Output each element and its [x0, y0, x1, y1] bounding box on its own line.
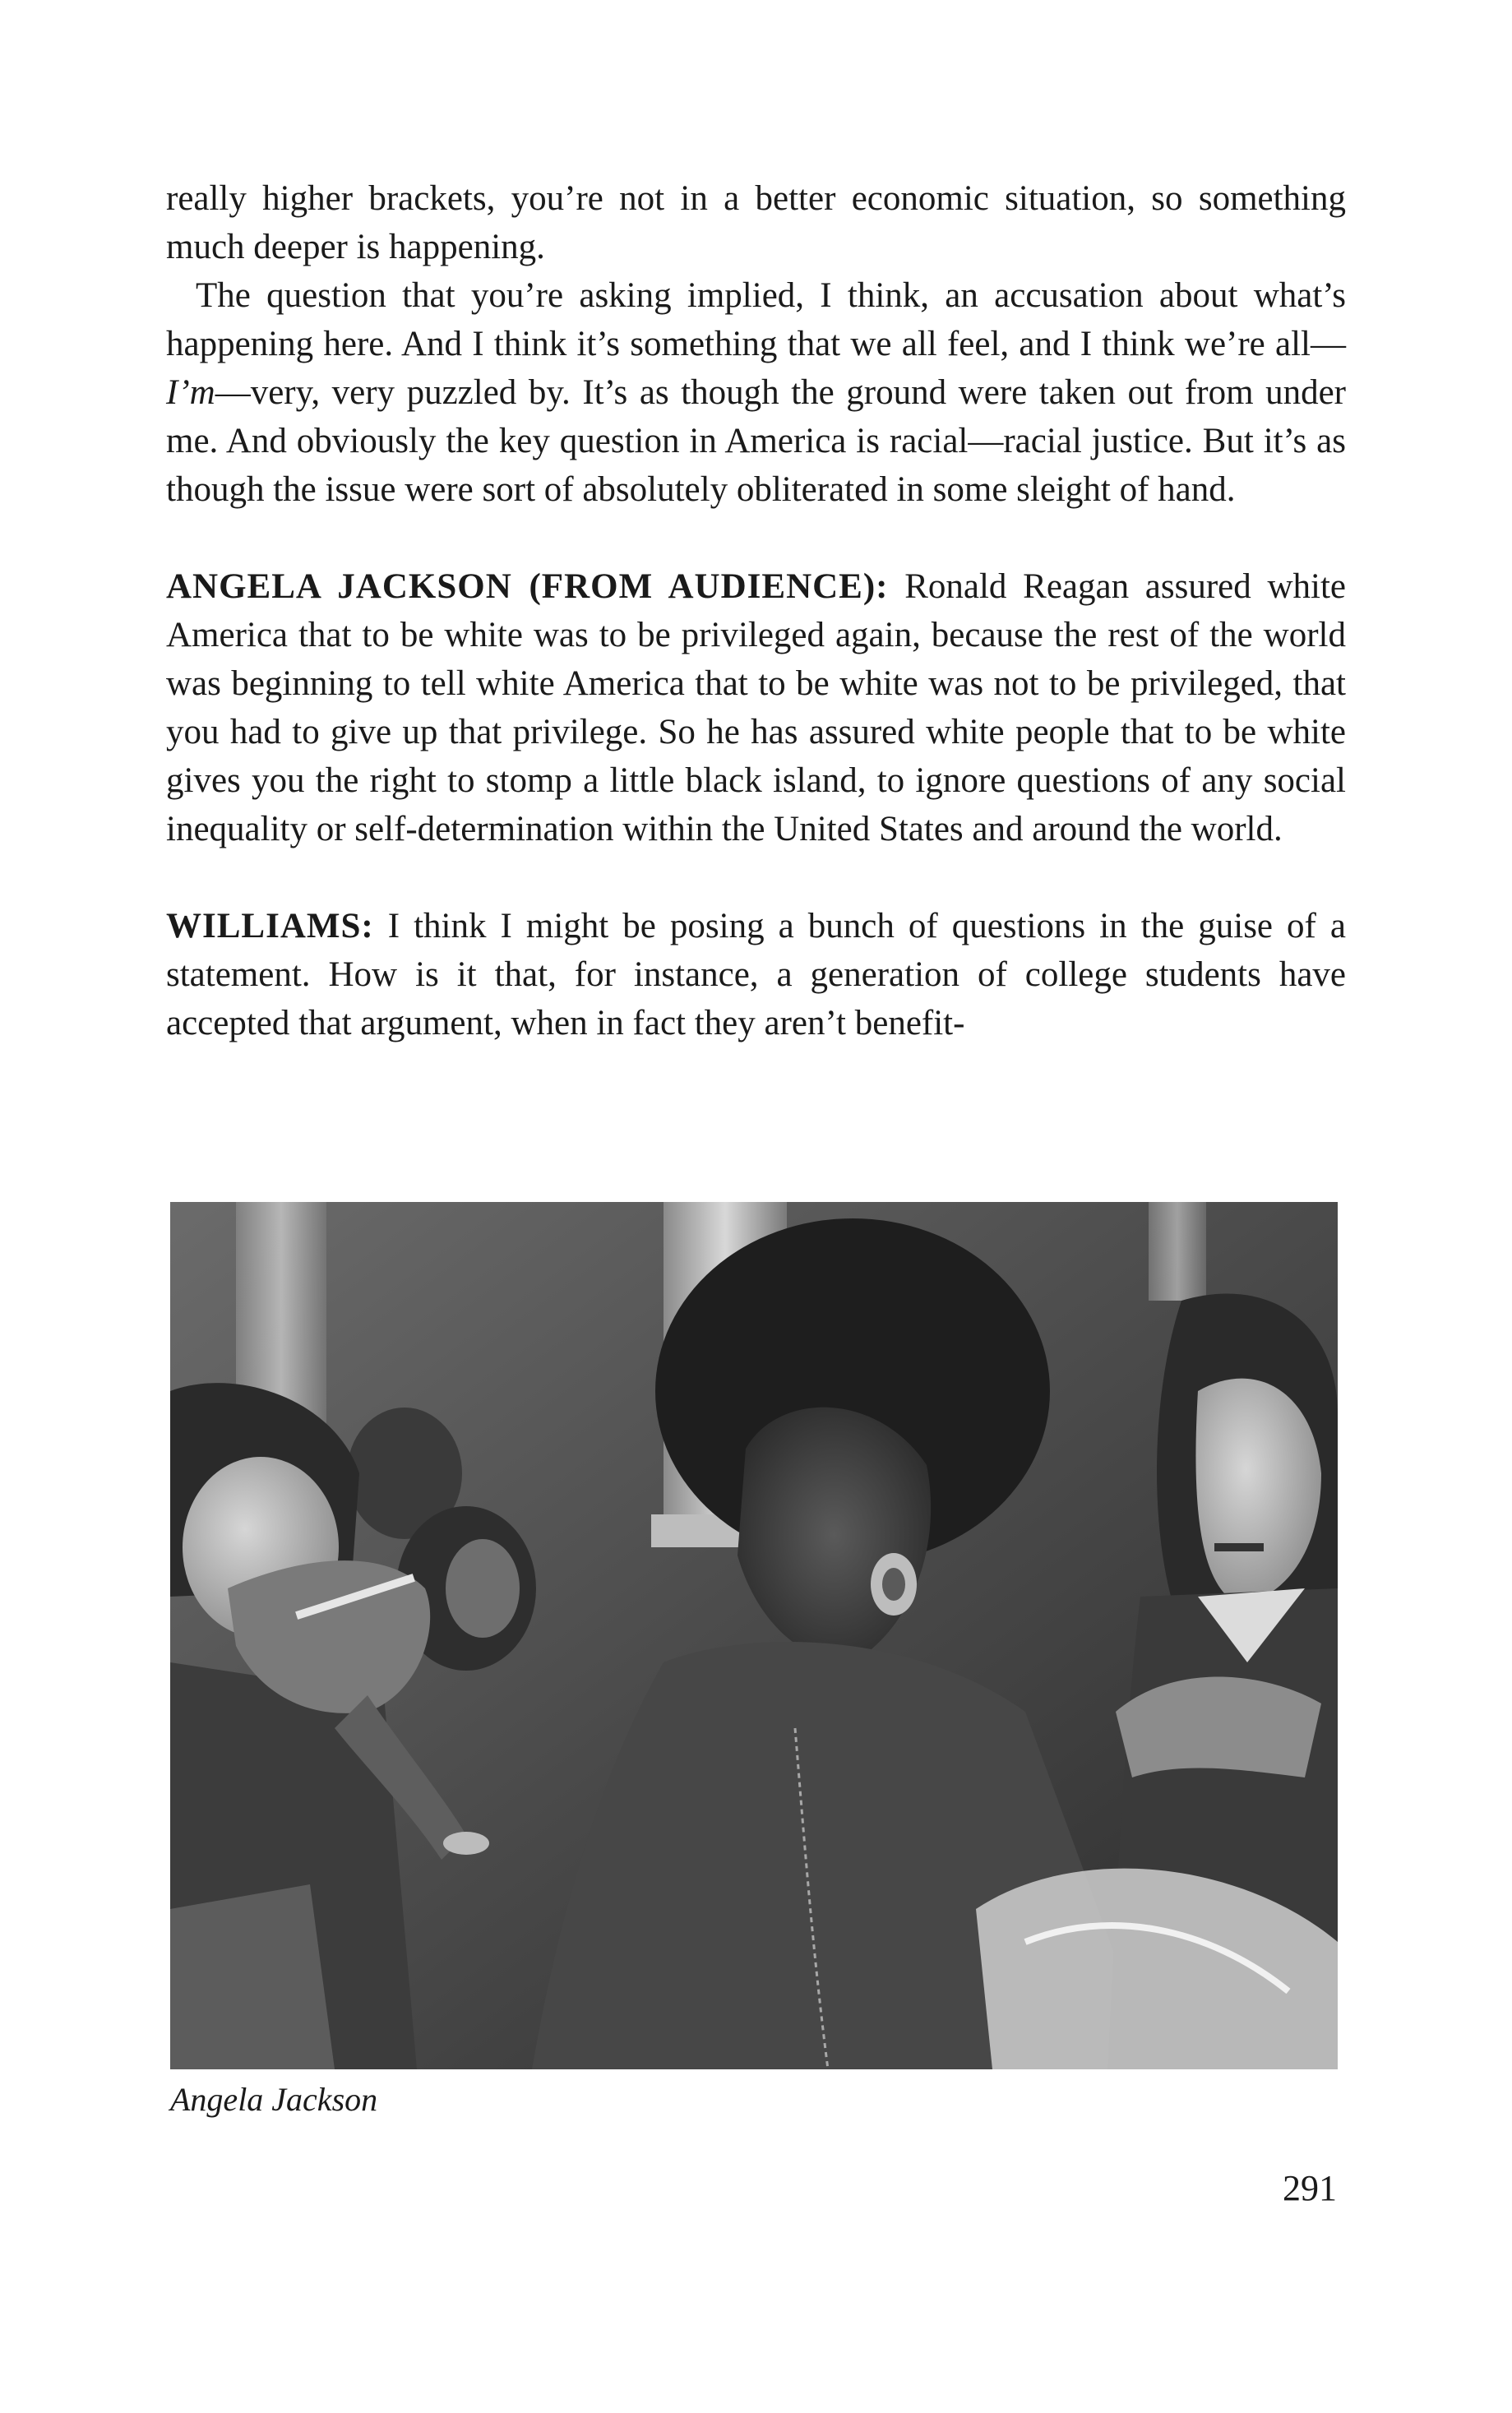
- paragraph-continued: really higher brackets, you’re not in a better economic situation, so something much deeper is happening.: [166, 179, 1346, 266]
- paragraph-question-end: —very, very puzzled by. It’s as though the ground were taken out from under me. And obviously the key question in America is racial—racial justice. But it’s as though the issue were sort of absolutely obliterated in some sleight of hand.: [166, 373, 1346, 509]
- paragraph-question-start: The question that you’re asking implied, I think, an accusation about what’s happening here. And I think it’s something that we all feel, and I think we’re all—: [166, 276, 1346, 363]
- audience-photo-illustration: [170, 1202, 1338, 2069]
- page-number: 291: [1283, 2168, 1337, 2208]
- speech-text: Ronald Reagan assured white America that to be white was to be privileged again, because the rest of the world was beginning to tell white America that to be white was not to be privileged, that you had to give up that privilege. So he has assured white people that to be white gives you the right to stomp a little black island, to ignore questions of any social inequality or self-determination within the United States and around the world.: [166, 567, 1346, 848]
- speech-angela-jackson: [166, 562, 1346, 853]
- photo: [170, 1202, 1338, 2069]
- speech-text: I think I might be posing a bunch of questions in the guise of a statement. How is it that, for instance, a generation of college students have accepted that argument, when in fact they aren’t benefit-: [166, 907, 1347, 1042]
- speaker-name: WILLIAMS:: [166, 907, 374, 945]
- photo-caption: Angela Jackson: [170, 2081, 378, 2118]
- speaker-name: ANGELA JACKSON (FROM AUDIENCE):: [166, 567, 889, 606]
- emphasis-italic: I’m: [166, 373, 215, 412]
- paragraph-question: [166, 271, 1346, 514]
- body-text: [166, 174, 1346, 1047]
- speech-williams: [166, 902, 1346, 1047]
